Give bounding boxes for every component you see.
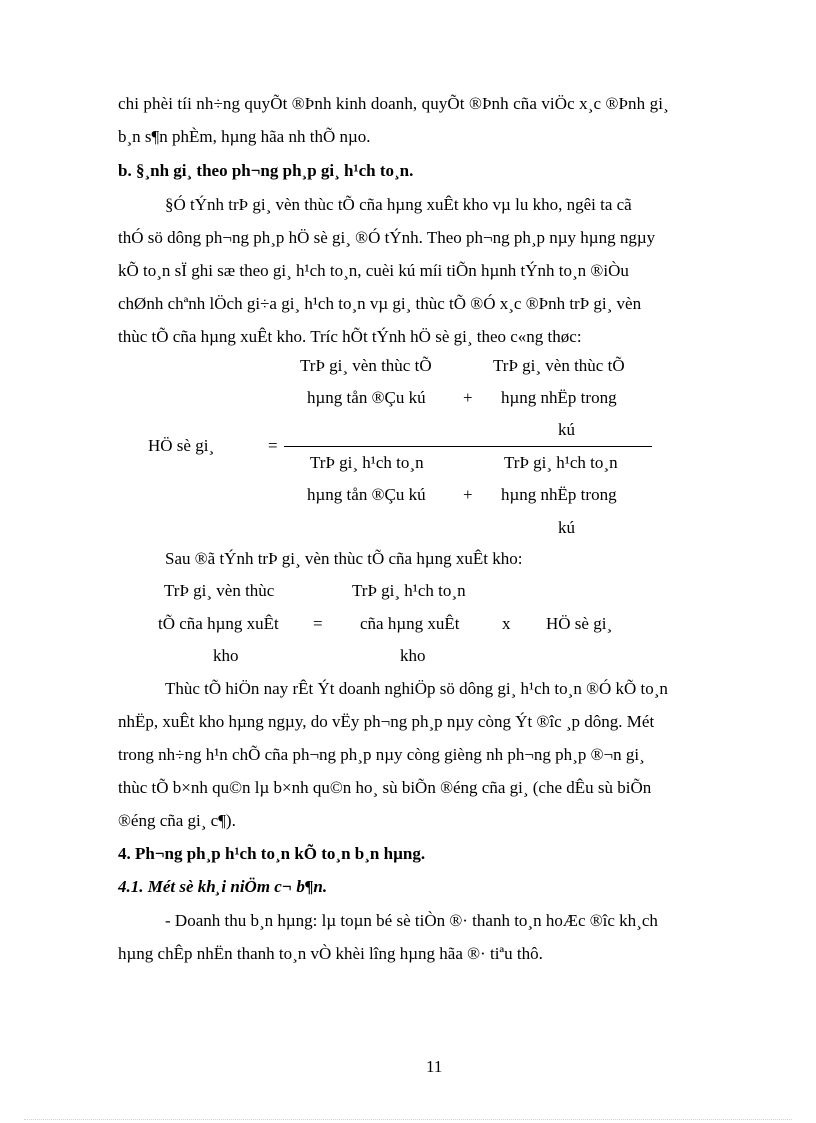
text-line: Sau ®ã tÝnh trÞ gi¸ vèn thùc tÕ cña hµng xuÊt kho: [165, 549, 523, 568]
page-number: 11 [426, 1057, 443, 1076]
formula2-equals: = [313, 614, 323, 633]
formula-denominator-right-2: hµng nhËp trong [501, 485, 617, 504]
text-line: chØnh chªnh lÖch gi÷a gi¸ h¹ch to¸n vµ gi¸ thùc tÕ ®Ó x¸c ®Þnh trÞ gi¸ vèn [118, 294, 642, 313]
formula-denominator-left-2: hµng tån ®Çu kú [307, 485, 426, 504]
text-line: kÕ to¸n sÏ ghi sæ theo gi¸ h¹ch to¸n, cuèi kú míi tiÕn hµnh tÝnh to¸n ®iÒu [118, 261, 629, 280]
formula-numerator-plus: + [463, 388, 473, 407]
formula2-lhs-1: TrÞ gi¸ vèn thùc [164, 581, 275, 600]
text-line: hµng chÊp nhËn thanh to¸n vÒ khèi lîng hµng hãa ®· tiªu thô. [118, 944, 543, 963]
text-line: chi phèi tíi nh÷ng quyÕt ®Þnh kinh doanh, quyÕt ®Þnh cña viÖc x¸c ®Þnh gi¸ [118, 94, 669, 113]
formula-denominator-plus: + [463, 485, 473, 504]
text-line: thÓ sö dông ph¬ng ph¸p hÖ sè gi¸ ®Ó tÝnh. Theo ph¬ng ph¸p nµy hµng ngµy [118, 228, 656, 247]
formula-lhs: HÖ sè gi¸ [148, 436, 215, 455]
formula-numerator-right-2: hµng nhËp trong [501, 388, 617, 407]
text-line: - Doanh thu b¸n hµng: lµ toµn bé sè tiÒn ®· thanh to¸n hoÆc ®îc kh¸ch [165, 911, 658, 930]
formula2-lhs-3: kho [213, 646, 239, 665]
formula-denominator-left-1: TrÞ gi¸ h¹ch to¸n [310, 453, 424, 472]
fraction-bar [284, 446, 652, 447]
text-line: b¸n s¶n phÈm, hµng hãa nh thÕ nµo. [118, 127, 371, 146]
formula-denominator-right-3: kú [558, 518, 575, 537]
page-bottom-divider [24, 1119, 792, 1120]
formula2-mid-1: TrÞ gi¸ h¹ch to¸n [352, 581, 466, 600]
text-line: §Ó tÝnh trÞ gi¸ vèn thùc tÕ cña hµng xuÊt kho vµ lu kho, ngêi ta cã [165, 195, 632, 214]
text-line: thùc tÕ cña hµng xuÊt kho. Tríc hÕt tÝnh hÖ sè gi¸ theo c«ng thøc: [118, 327, 582, 346]
formula-equals: = [268, 436, 278, 455]
text-line: thùc tÕ b×nh qu©n lµ b×nh qu©n ho¸ sù biÕn ®éng cña gi¸ (che dÊu sù biÕn [118, 778, 652, 797]
subsection-heading-4-1: 4.1. Mét sè kh¸i niÖm c¬ b¶n. [118, 877, 328, 896]
formula2-rhs: HÖ sè gi¸ [546, 614, 613, 633]
text-line: Thùc tÕ hiÖn nay rÊt Ýt doanh nghiÖp sö dông gi¸ h¹ch to¸n ®Ó kÕ to¸n [165, 679, 668, 698]
text-line: ®éng cña gi¸ c¶). [118, 811, 236, 830]
formula2-mid-2: cña hµng xuÊt [360, 614, 460, 633]
text-line: trong nh÷ng h¹n chÕ cña ph¬ng ph¸p nµy còng gièng nh ph¬ng ph¸p ®¬n gi¸ [118, 745, 645, 764]
formula-numerator-right-3: kú [558, 420, 575, 439]
text-line: nhËp, xuÊt kho hµng ngµy, do vËy ph¬ng ph¸p nµy còng Ýt ®îc ¸p dông. Mét [118, 712, 655, 731]
formula-denominator-right-1: TrÞ gi¸ h¹ch to¸n [504, 453, 618, 472]
formula2-lhs-2: tÕ cña hµng xuÊt [158, 614, 279, 633]
formula-numerator-left-1: TrÞ gi¸ vèn thùc tÕ [300, 356, 432, 375]
section-heading-b: b. §¸nh gi¸ theo ph¬ng ph¸p gi¸ h¹ch to¸n. [118, 161, 414, 180]
formula-numerator-right-1: TrÞ gi¸ vèn thùc tÕ [493, 356, 625, 375]
formula2-mid-3: kho [400, 646, 426, 665]
formula2-times: x [502, 614, 511, 633]
formula-numerator-left-2: hµng tån ®Çu kú [307, 388, 426, 407]
section-heading-4: 4. Ph¬ng ph¸p h¹ch to¸n kÕ to¸n b¸n hµng. [118, 844, 426, 863]
